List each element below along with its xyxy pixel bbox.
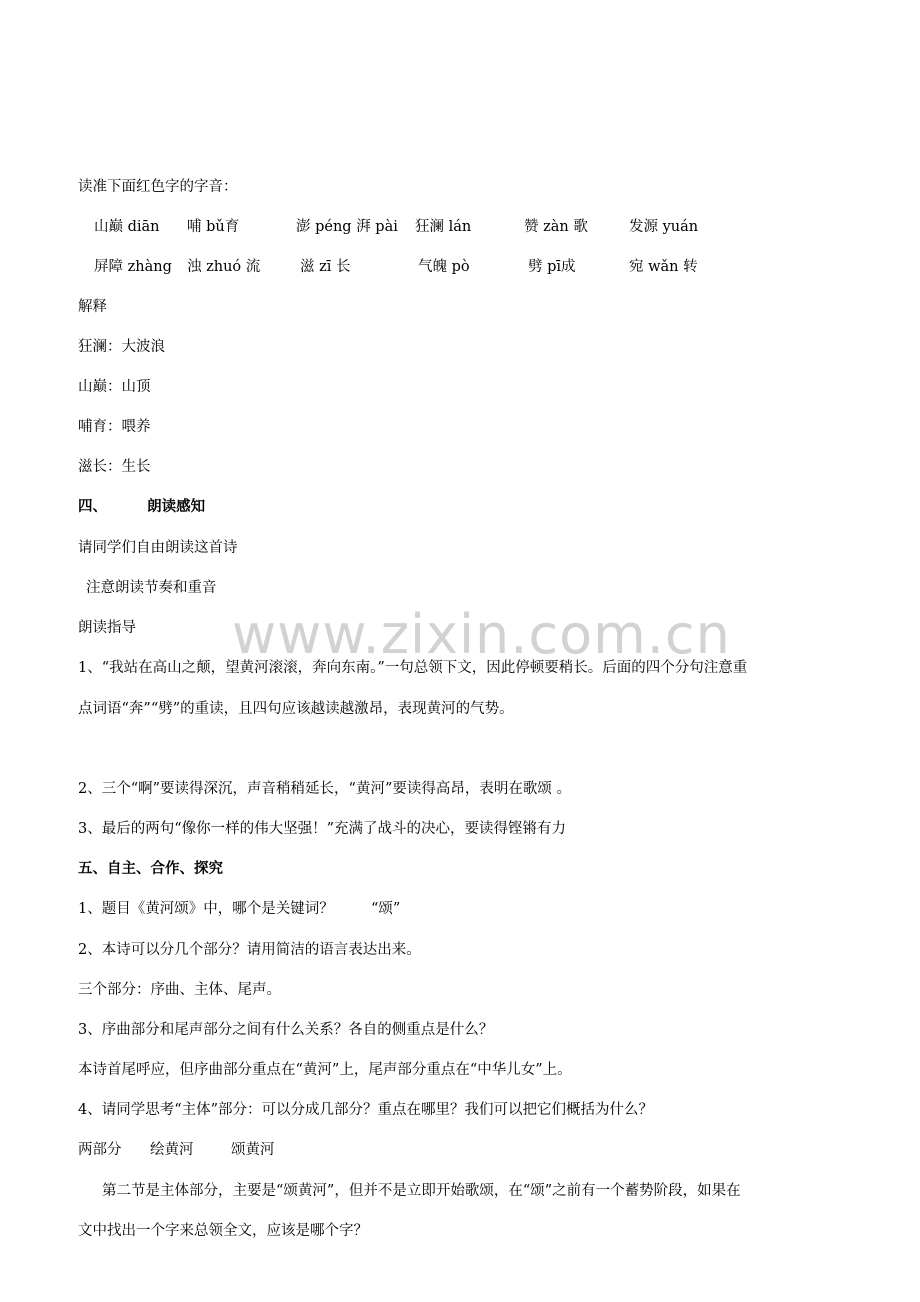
pinyin-item: 澎 péng 湃 pài xyxy=(296,219,398,235)
paragraph-line-a: 第二节是主体部分，主要是“颂黄河”，但并不是立即开始歌颂，在“颂”之前有一个蓄势阶段，如果在 xyxy=(102,1183,741,1199)
section-5-heading: 五、自主、合作、探究 xyxy=(78,861,223,877)
pinyin-item: 浊 zhuó 流 xyxy=(187,259,261,275)
s4-line-1: 请同学们自由朗读这首诗 xyxy=(78,540,238,556)
pinyin-item: 气魄 pò xyxy=(418,259,470,275)
intro-line: 读准下面红色字的字音： xyxy=(78,179,238,195)
guide-1-line-b: 点词语“奔”“劈”的重读，且四句应该越读越激昂，表现黄河的气势。 xyxy=(78,701,514,717)
section-4-title: 朗读感知 xyxy=(147,499,206,515)
question-2: 2、本诗可以分几个部分？请用简洁的语言表达出来。 xyxy=(78,942,421,958)
explanation-item: 哺育：喂养 xyxy=(78,419,151,435)
pinyin-item: 滋 zī 长 xyxy=(300,259,351,275)
pinyin-item: 山巅 diān xyxy=(94,219,160,235)
pinyin-item: 发源 yuán xyxy=(629,219,699,235)
section-4-heading xyxy=(78,497,205,517)
s4-line-2: 注意朗读节奏和重音 xyxy=(86,580,217,596)
guide-1-line-a: 1、“我站在高山之颠，望黄河滚滚，奔向东南。”一句总领下文，因此停顿要稍长。后面的四个分句注意重 xyxy=(78,660,748,676)
watermark: www.zixin.com.cn xyxy=(232,603,731,666)
question-1 xyxy=(78,899,400,919)
answer-4-part: 绘黄河 xyxy=(150,1142,194,1158)
guide-3: 3、最后的两句“像你一样的伟大坚强！”充满了战斗的决心，要读得铿锵有力 xyxy=(78,821,567,837)
answer-4-part: 两部分 xyxy=(78,1142,122,1158)
pinyin-item: 屏障 zhàng xyxy=(94,259,172,275)
pinyin-item: 宛 wǎn 转 xyxy=(629,259,698,275)
pinyin-item: 赞 zàn 歌 xyxy=(524,219,588,235)
question-1-text: 1、题目《黄河颂》中，哪个是关键词？ xyxy=(78,901,334,917)
answer-3: 本诗首尾呼应，但序曲部分重点在“黄河”上，尾声部分重点在“中华儿女”上。 xyxy=(78,1062,572,1078)
explanation-item: 滋长：生长 xyxy=(78,459,151,475)
question-4: 4、请同学思考“主体”部分：可以分成几部分？重点在哪里？我们可以把它们概括为什么？ xyxy=(78,1102,654,1118)
explain-heading: 解释 xyxy=(78,299,107,315)
answer-2: 三个部分：序曲、主体、尾声。 xyxy=(78,982,281,998)
pinyin-item: 劈 pī成 xyxy=(528,259,576,275)
guide-heading: 朗读指导 xyxy=(78,620,136,636)
pinyin-item: 哺 bǔ育 xyxy=(187,219,240,235)
answer-4-part: 颂黄河 xyxy=(231,1142,275,1158)
explanation-item: 狂澜：大波浪 xyxy=(78,339,165,355)
section-4-number: 四、 xyxy=(78,499,107,515)
pinyin-item: 狂澜 lán xyxy=(415,219,472,235)
question-1-answer: “颂” xyxy=(370,901,401,917)
question-3: 3、序曲部分和尾声部分之间有什么关系？各自的侧重点是什么？ xyxy=(78,1022,494,1038)
guide-2: 2、三个“啊”要读得深沉，声音稍稍延长，“黄河”要读得高昂，表明在歌颂 。 xyxy=(78,781,571,797)
paragraph-line-b: 文中找出一个字来总领全文，应该是哪个字？ xyxy=(78,1223,368,1239)
explanation-item: 山巅：山顶 xyxy=(78,379,151,395)
